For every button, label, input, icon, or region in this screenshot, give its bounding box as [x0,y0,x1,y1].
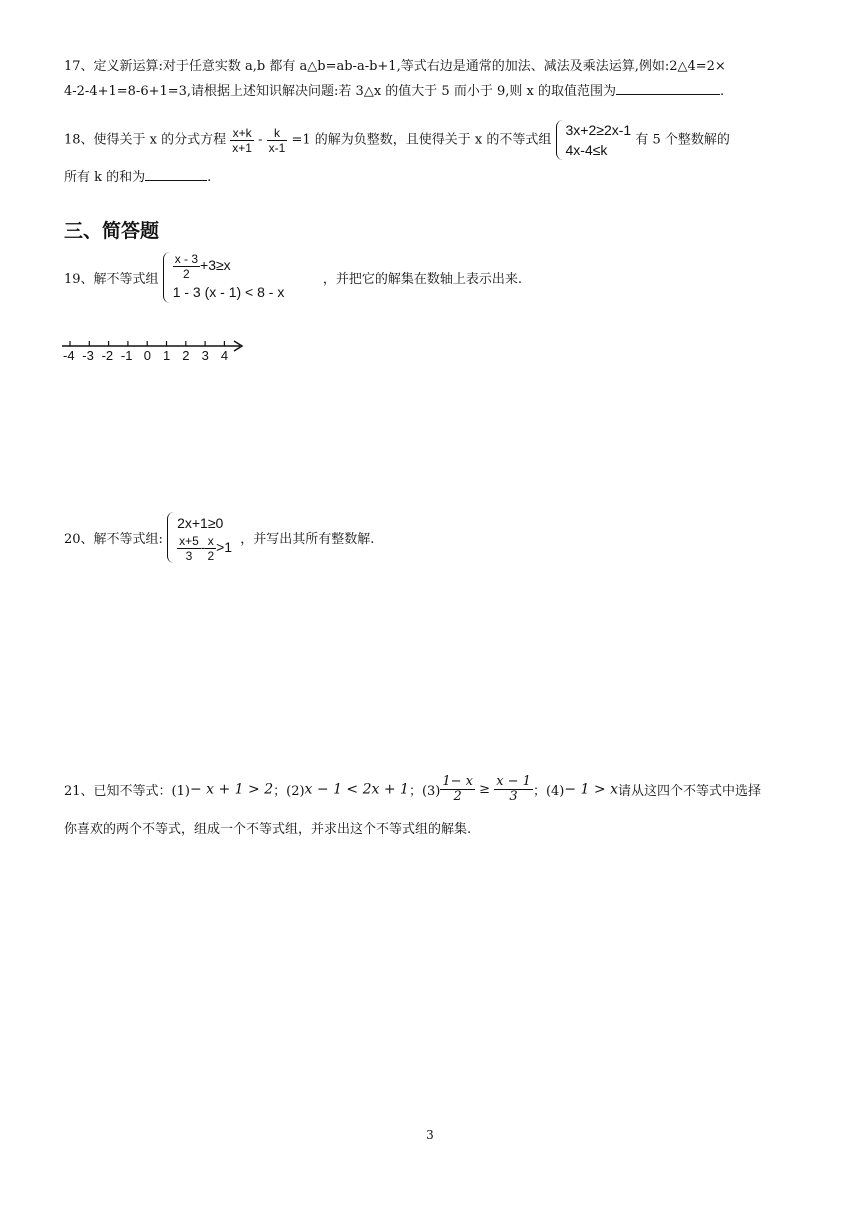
q19-inequality-system [163,252,313,303]
q18-equation-text: =1 的解为负整数，且使得关于 x 的不等式组 [291,132,552,148]
q19-fraction [173,252,200,281]
q18-inequality-system [556,120,632,160]
q18-line2 [64,166,211,185]
q18-fraction-2 [267,126,288,155]
q19-frac-numerator: x - 3 [174,252,199,266]
section-heading: 三、简答题 [64,220,160,242]
q20-frac2-numerator: x [205,534,216,549]
q18-frac2-numerator: k [267,126,288,141]
q21-ineq3-left-denominator: 2 [453,789,462,804]
q17-text-1: 17、定义新运算:对于任意实数 a,b 都有 a△b=ab-a-b+1,等式右边是通常的加法、减法及乘法运算,例如:2△4=2× [64,59,726,74]
q21-line1 [64,775,761,804]
q21-ineq-4: − 1 > x [564,781,618,798]
q17-line1 [64,55,726,74]
q21-tail: 请从这四个不等式中选择 [618,784,762,799]
q18-minus: - [258,132,263,148]
q18-frac1-numerator: x+k [230,126,254,141]
q18-line2-text: 所有 k 的和为 [64,170,146,185]
q18-line1 [64,120,730,160]
page-number: 3 [426,1128,434,1142]
number-line-labels [60,348,252,364]
q17-text-2: 4-2-4+1=8-6+1=3,请根据上述知识解决问题:若 3△x 的值大于 5 而小于 9,则 x 的取值范围为 [64,84,616,99]
q21-ineq3-left-numerator: 1− x [442,774,474,789]
number-line-tick-label: -3 [82,348,94,363]
q20-frac1-numerator: x+5 [179,534,199,548]
q20-tail: ，并写出其所有整数解. [240,532,375,547]
q19-row1-rest: +3≥x [200,257,231,274]
number-line-tick-label: 3 [201,348,209,363]
q19-system-row-2: 1 - 3 (x - 1) < 8 - x [172,284,285,300]
q18-system-row-2: 4x-4≤k [565,142,608,158]
q21-line2 [64,818,471,837]
q20-system-row-1: 2x+1≥0 [177,515,224,531]
q21-ineq-2: x − 1 < 2x + 1 [304,781,409,798]
q21-ineq3-right-fraction [494,775,533,804]
number-line-tick-label: 0 [143,348,151,363]
q18-frac2-denominator: x-1 [268,140,286,155]
q18-system-row-1: 3x+2≥2x-1 [565,122,632,138]
q21-sep-2: ；(3) [408,784,441,799]
q18-end: . [207,170,212,185]
q18-frac1-denominator: x+1 [232,140,252,155]
q20-fraction-2 [205,534,216,563]
q21-lead: 21、已知不等式：(1) [64,784,190,799]
q20-system-row-2 [177,534,232,563]
q21-line2-text: 你喜欢的两个不等式，组成一个不等式组，并求出这个不等式组的解集. [64,822,472,837]
q18-fraction-1 [230,126,254,155]
q20-row2-rest: >1 [216,539,233,556]
q21-ineq3-right-denominator: 3 [509,789,518,804]
number-line-tick-label: 2 [182,348,190,363]
q17-end: . [719,84,725,99]
number-line-tick-label: 1 [163,348,171,363]
q19-line [64,252,522,303]
q20-brace [167,512,175,563]
q20-lead: 20、解不等式组: [64,532,163,547]
q18-answer-blank[interactable] [145,166,207,181]
q21-ineq3-operator: ≥ [475,782,495,797]
q19-brace [163,252,171,303]
q20-frac1-denominator: 3 [185,549,193,563]
number-line-tick-label: -4 [63,348,75,363]
q18-lead: 18、使得关于 x 的分式方程 [64,132,227,148]
number-line-tick-label: 4 [220,348,229,363]
q20-minus: - [200,539,206,556]
q21-ineq3-left-fraction [440,775,475,804]
q18-brace [556,120,564,160]
q21-ineq-1: − x + 1 > 2 [189,781,274,798]
q21-ineq3-right-numerator: x − 1 [496,774,531,789]
q21-sep-1: ；(2) [273,784,305,799]
q20-inequality-system [167,512,232,563]
q19-system-row-1 [173,252,313,281]
q19-lead: 19、解不等式组 [64,272,159,287]
q21-sep-3: ；(4) [532,784,565,799]
q19-tail: ，并把它的解集在数轴上表示出来. [322,272,522,287]
q20-frac2-denominator: 2 [207,549,215,563]
q17-answer-blank[interactable] [616,80,720,95]
q20-fraction-1 [177,534,201,563]
number-line-tick-label: -1 [120,348,133,363]
q20-line [64,512,374,563]
q18-tail: 有 5 个整数解的 [635,132,730,148]
number-line-tick-label: -2 [101,348,114,363]
q19-frac-denominator: 2 [183,267,190,281]
q17-line2 [64,80,724,99]
